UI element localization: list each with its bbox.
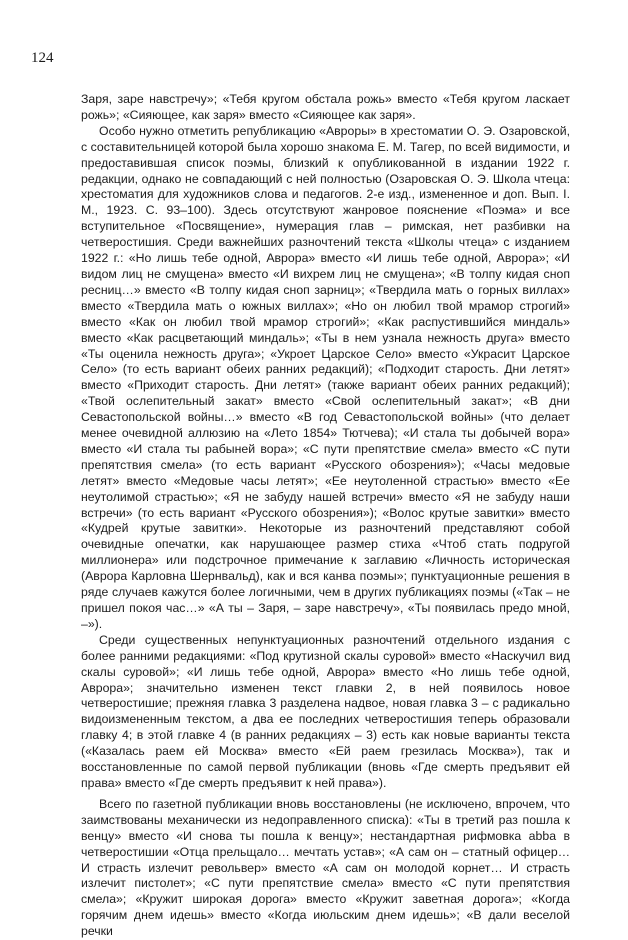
paragraph: Особо нужно отметить републикацию «Авроры» в хрестоматии О. Э. Озаровской, с составительницей которой была хорошо знакома Е. М. Тагер, по всей видимости, и предоставившая список поэмы, близкий к опубликованной в издании 1922 г. редакции, однако не совпадающий с ней полностью (Озаровская О. Э. Школа чтеца: хрестоматия для художников слова и педагогов. 2-е изд., измененное и доп. Вып. I. М., 1923. С. 93–100). Здесь отсутствуют жанровое пояснение «Поэма» и все вступительное «Посвящение», нумерация глав – римская, нет разбивки на четверостишия. Среди важнейших разночтений текста «Школы чтеца» с изданием 1922 г.: «Но лишь тебе одной, Аврора» вместо «И лишь тебе одной, Аврора»; «И видом лиц не смущена» вместо «И вихрем лиц не смущена»; «В толпу кидая сноп ресниц…» вместо «В толпу кидая сноп зарниц»; «Твердила мать о горных виллах» вместо «Твердила мать о южных виллах»; «Но он любил твой мрамор строгий» вместо «Как он любил твой мрамор строгий»; «Как распустившийся миндаль» вместо «Как расцветающий миндаль»; «Ты в нем узнала нежность друга» вместо «Ты оценила нежность друга»; «Укроет Царское Село» вместо «Украсит Царское Село» (то есть вариант обеих ранних редакций); «Подходит старость. Дни летят» вместо «Приходит старость. Дни летят» (также вариант обеих ранних редакций); «Твой ослепительный закат» вместо «Свой ослепительный закат»; «В дни Севастопольской войны…» вместо «В год Севастопольской войны» (что делает менее очевидной аллюзию на «Лето 1854» Тютчева); «И стала ты добычей вора» вместо «И стала ты рабыней вора»; «С пути препятствие смела» вместо «С пути препятствия смела» (то есть вариант «Русского обозрения»); «Часы медовые летят» вместо «Медовые часы летят»; «Ее неутоленной страстью» вместо «Ее неутолимой страстью»; «Я не забуду нашей встречи» вместо «Я не забуду наши встречи» (то есть вариант «Русского обозрения»); «Волос крутые завитки» вместо «Кудрей крутые завитки». Некоторые из разночтений представляют собой очевидные опечатки, как нарушающее размер стиха «Чтоб стать подругой миллионера» или подстрочное примечание к заглавию «Личность историческая (Аврора Карловна Шернвальд), как и вся канва поэмы»; пунктуационные решения в ряде случаев кажутся более логичными, чем в других публикациях поэмы («Так – не пришел покоя час…» «А ты – Заря, – заре навстречу», «Ты появилась предо мной, –»). bbox=[81, 123, 570, 631]
paragraph: Заря, заре навстречу»; «Тебя кругом обстала рожь» вместо «Тебя кругом ласкает рожь»; «Сияющее, как заря» вместо «Сияющее как заря». bbox=[81, 92, 570, 122]
page-number: 124 bbox=[31, 50, 54, 66]
paragraph: Среди существенных непунктуационных разночтений отдельного издания с более ранними редакциями: «Под крутизной скалы суровой» вместо «Наскучил вид скалы суровой»; «И лишь тебе одной, Аврора» вместо «Но лишь тебе одной, Аврора»; значительно изменен текст главки 2, в ней появилось новое четверостишие; прежняя главка 3 разделена надвое, новая главка 3 – с радикально видоизмененным текстом, а два ее последних четверостишия теперь образовали главку 4; в этой главке 4 (в ранних редакциях – 3) есть как новые варианты текста («Казалась раем ей Москва» вместо «Ей раем грезилась Москва»), так и восстановленные по самой первой публикации (вновь «Где смерть предъявит ей права» вместо «Где смерть предъявит к ней права»). bbox=[81, 632, 570, 790]
body-text bbox=[81, 92, 570, 940]
paragraph: Всего по газетной публикации вновь восстановлены (не исключено, впрочем, что заимствованы механически из недоправленного списка): «Ты в третий раз пошла к венцу» вместо «И снова ты пошла к венцу»; нестандартная рифмовка abba в четверостишии «Отца прельщало… мечтать устав»; «А сам он – статный офицер… И страсть излечит револьвер» вместо «А сам он молодой корнет… И страсть излечит пистолет»; «С пути препятствие смела» вместо «С пути препятствия смела»; «Кружит широкая дорога» вместо «Кружит заветная дорога»; «Когда горячим днем идешь» вместо «Когда июльским днем идешь»; «В дали веселой речки bbox=[81, 796, 570, 939]
